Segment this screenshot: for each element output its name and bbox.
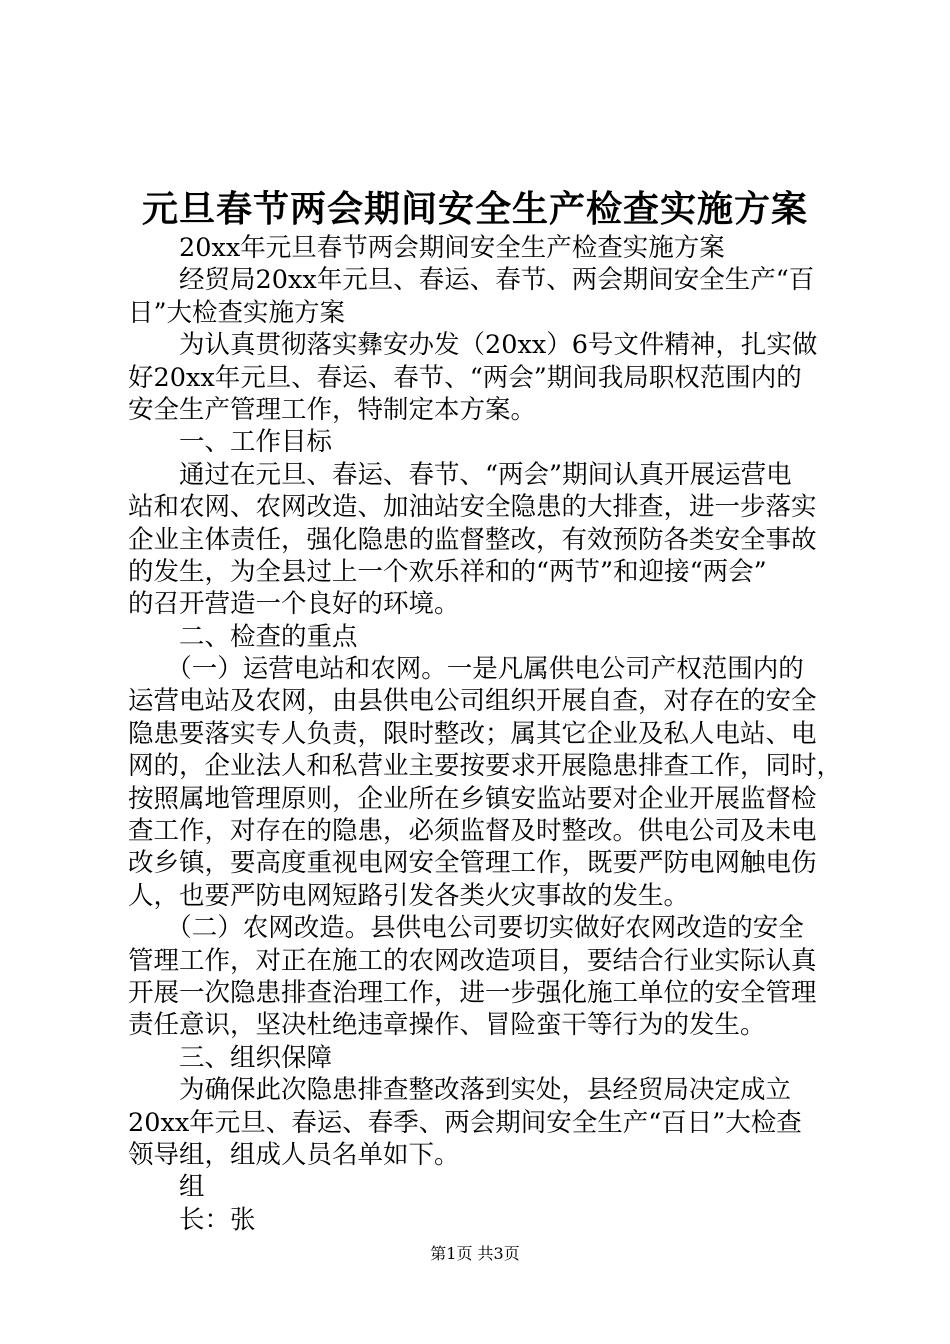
- body-line: （一）运营电站和农网。一是凡属供电公司产权范围内的: [128, 654, 804, 685]
- document-body: [128, 232, 843, 1236]
- document-title: 元旦春节两会期间安全生产检查实施方案: [141, 188, 808, 230]
- body-line: 站和农网、农网改造、加油站安全隐患的大排查，进一步落实: [128, 492, 817, 523]
- body-line: 网的，企业法人和私营业主要按要求开展隐患排查工作，同时，: [128, 751, 843, 782]
- body-line: 20xx年元旦、春运、春季、两会期间安全生产“百日”大检查: [128, 1107, 802, 1138]
- body-line: 管理工作，对正在施工的农网改造项目，要结合行业实际认真: [128, 945, 817, 976]
- body-line: 隐患要落实专人负责，限时整改；属其它企业及私人电站、电: [128, 718, 817, 749]
- section-heading: 三、组织保障: [128, 1042, 333, 1073]
- body-line: 按照属地管理原则，企业所在乡镇安监站要对企业开展监督检: [128, 783, 817, 814]
- body-line: 安全生产管理工作，特制定本方案。: [128, 394, 537, 425]
- body-line: 责任意识，坚决杜绝违章操作、冒险蛮干等行为的发生。: [128, 1010, 766, 1041]
- body-line: 开展一次隐患排查治理工作，进一步强化施工单位的安全管理: [128, 977, 817, 1008]
- body-line: 组: [128, 1172, 205, 1203]
- body-line: （二）农网改造。县供电公司要切实做好农网改造的安全: [128, 913, 804, 944]
- body-line: 为确保此次隐患排查整改落到实处，县经贸局决定成立: [128, 1075, 792, 1106]
- body-line: 通过在元旦、春运、春节、“两会”期间认真开展运营电: [128, 459, 792, 490]
- body-line: 长：张: [128, 1204, 256, 1235]
- body-line: 好20xx年元旦、春运、春节、“两会”期间我局职权范围内的: [128, 362, 802, 393]
- body-line: 经贸局20xx年元旦、春运、春节、两会期间安全生产“百: [128, 265, 815, 296]
- body-line: 的发生，为全县过上一个欢乐祥和的“两节”和迎接“两会”: [128, 556, 767, 587]
- body-line: 人，也要严防电网短路引发各类火灾事故的发生。: [128, 880, 690, 911]
- body-line: 改乡镇，要高度重视电网安全管理工作，既要严防电网触电伤: [128, 848, 817, 879]
- body-line: 运营电站及农网，由县供电公司组织开展自查，对存在的安全: [128, 686, 817, 717]
- page-number-footer: 第1页 共3页: [430, 1244, 520, 1263]
- body-line: 日”大检查实施方案: [128, 297, 346, 328]
- body-line: 为认真贯彻落实彝安办发（20xx）6号文件精神，扎实做: [128, 330, 818, 361]
- section-heading: 二、检查的重点: [128, 621, 358, 652]
- body-line: 20xx年元旦春节两会期间安全生产检查实施方案: [128, 233, 725, 263]
- body-line: 领导组，组成人员名单如下。: [128, 1139, 460, 1170]
- body-line: 的召开营造一个良好的环境。: [128, 589, 460, 620]
- body-line: 查工作，对存在的隐患，必须监督及时整改。供电公司及未电: [128, 816, 817, 847]
- section-heading: 一、工作目标: [128, 427, 333, 458]
- body-line: 企业主体责任，强化隐患的监督整改，有效预防各类安全事故: [128, 524, 817, 555]
